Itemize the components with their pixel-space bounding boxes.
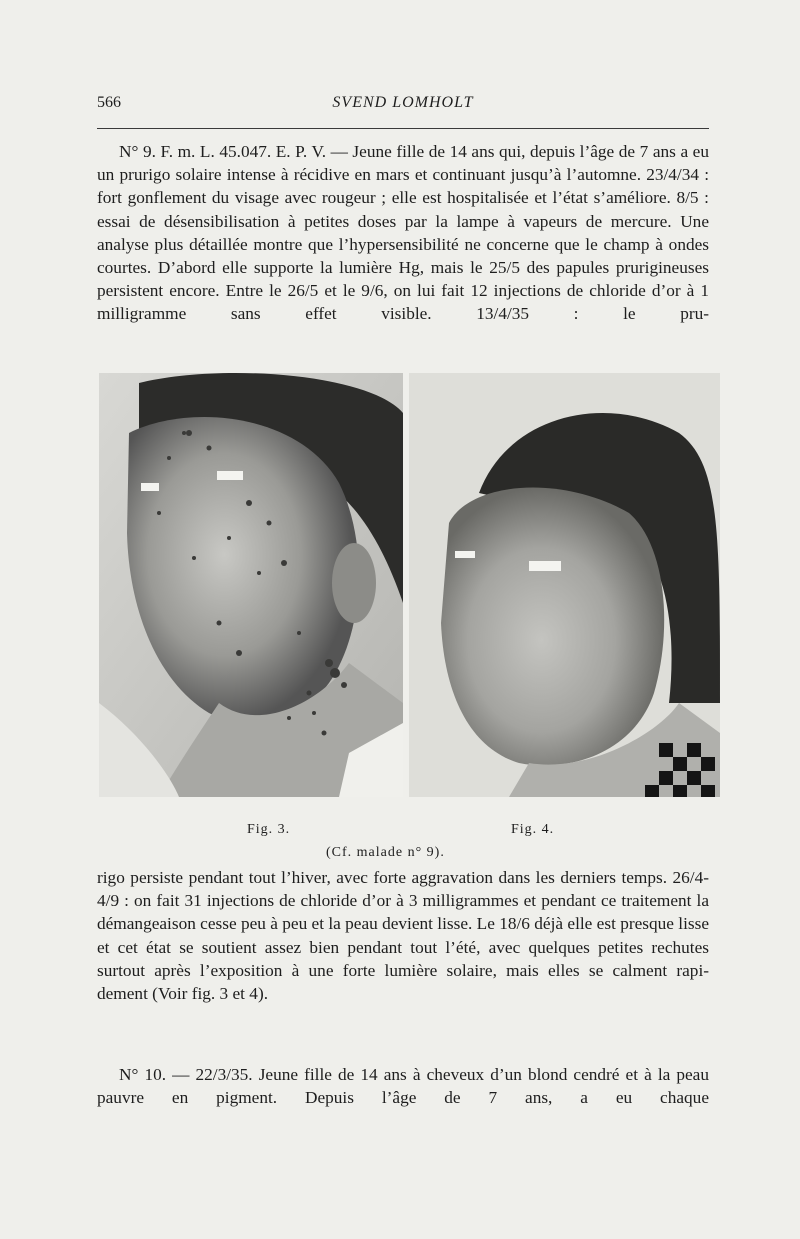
figure-4-photo xyxy=(409,373,720,797)
figure-3-caption: Fig. 3. xyxy=(247,822,291,837)
figure-3-photo xyxy=(99,373,403,797)
paragraph-case-9-continued xyxy=(97,866,709,1005)
figure-3-image xyxy=(99,373,403,797)
case-9-continued-last-line: dement (Voir fig. 3 et 4). xyxy=(97,984,269,1004)
case-9-text: N° 9. F. m. L. 45.047. E. P. V. — Jeune fille de 14 ans qui, depuis l’âge de 7 ans a eu un prurigo solaire intense à récidive en mars et continuant jusqu’à l’automne. 23/4/34 : fort gonflement du visage avec rougeur ; elle est hospitalisée et l’état s’améliore. 8/5 : essai de désensibilisation à petites doses par la lampe à vapeurs de mercure. Une analyse plus détaillée montre que l’hypersensibilité ne concerne que le champ à ondes courtes. D’abord elle supporte la lumière Hg, mais le 25/5 des papules prurigineuses persistent encore. Entre le 26/5 et le 9/6, on lui fait 12 injections de chloride d’or à 1 milligramme sans effet visible. 13/4/35 : le pru- xyxy=(97,142,709,324)
figure-4-image xyxy=(409,373,720,797)
paragraph-case-9 xyxy=(97,140,709,326)
running-title: SVEND LOMHOLT xyxy=(332,94,474,111)
figure-note: (Cf. malade n° 9). xyxy=(326,845,445,860)
header-rule xyxy=(97,128,709,129)
running-head xyxy=(97,94,709,118)
paragraph-case-10 xyxy=(97,1063,709,1109)
case-9-continued-text: rigo persiste pendant tout l’hiver, avec forte aggravation dans les derniers temps. 26/4-4/9 : on fait 31 injections de chloride d’or à 3 milligrammes et pendant ce traitement la démangeaison cesse peu à peu et la peau devient lisse. Le 18/6 déjà elle est presque lisse et cet état se soutient assez bien pendant tout l’été, avec quelques petites rechutes surtout après l’exposition à une forte lumière solaire, mais elles se calment rapi- xyxy=(97,868,709,980)
figure-4-caption: Fig. 4. xyxy=(511,822,555,837)
page-number: 566 xyxy=(97,94,121,111)
case-10-text: N° 10. — 22/3/35. Jeune fille de 14 ans à cheveux d’un blond cendré et à la peau pauvre en pigment. Depuis l’âge de 7 ans, a eu chaque xyxy=(97,1065,709,1108)
